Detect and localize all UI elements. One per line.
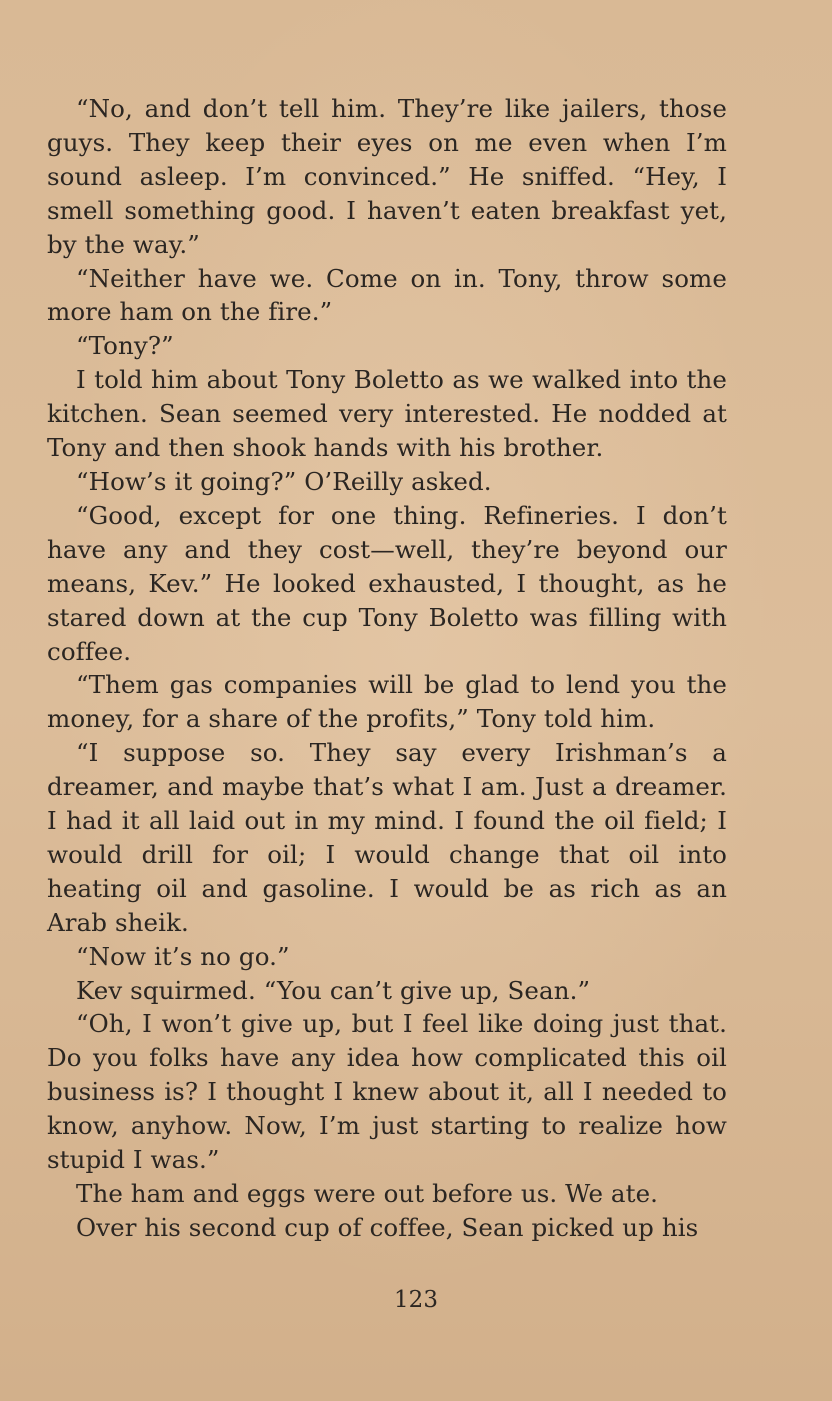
paragraph: Kev squirmed. “You can’t give up, Sean.” bbox=[76, 975, 591, 1005]
paragraph: “How’s it going?” O’Reilly asked. bbox=[76, 466, 492, 496]
body-text bbox=[47, 92, 727, 1245]
page-number: 123 bbox=[394, 1287, 438, 1313]
paragraph: “Good, except for one thing. Refineries. I don’t have any and they cost—well, they’re beyond our means, Kev.” He looked exhausted, I thought, as he stared down at the cup Tony Boletto was filling with coffee. bbox=[47, 500, 727, 666]
paragraph: “Neither have we. Come on in. Tony, throw some more ham on the fire.” bbox=[47, 263, 727, 327]
paragraph: “Oh, I won’t give up, but I feel like doing just that. Do you folks have any idea how complicated this oil business is? I thought I knew about it, all I needed to know, anyhow. Now, I’m just starting to realize how stupid I was.” bbox=[47, 1009, 727, 1175]
paragraph: Over his second cup of coffee, Sean picked up his bbox=[76, 1212, 699, 1242]
paragraph: “Them gas companies will be glad to lend you the money, for a share of the profits,” Tony told him. bbox=[47, 670, 727, 734]
paragraph: “Tony?” bbox=[76, 331, 174, 361]
paragraph: The ham and eggs were out before us. We ate. bbox=[76, 1179, 659, 1208]
paragraph: “I suppose so. They say every Irishman’s a dreamer, and maybe that’s what I am. Just a dreamer. I had it all laid out in my mind. I found the oil field; I would drill for oil; I would change that oil into heating oil and gasoline. I would be as rich as an Arab sheik. bbox=[47, 738, 727, 937]
paragraph: I told him about Tony Boletto as we walked into the kitchen. Sean seemed very interested. He nodded at Tony and then shook hands with his brother. bbox=[47, 365, 727, 463]
paragraph: “Now it’s no go.” bbox=[76, 941, 290, 971]
paragraph: “No, and don’t tell him. They’re like jailers, those guys. They keep their eyes on me even when I’m sound asleep. I’m convinced.” He sniffed. “Hey, I smell something good. I haven’t eaten breakfast yet, by the way.” bbox=[47, 94, 727, 259]
